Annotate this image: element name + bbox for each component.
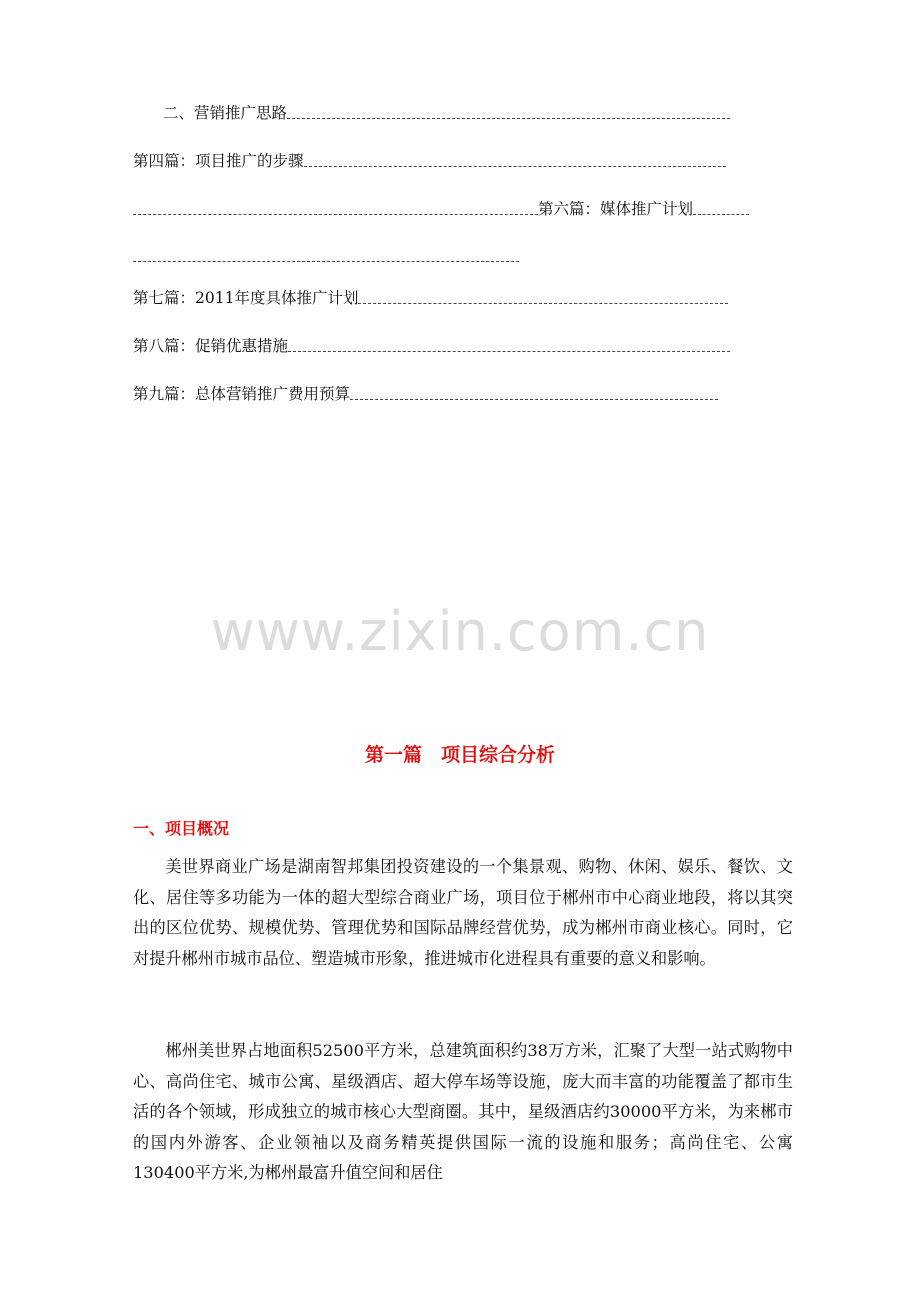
toc-leader-dots <box>693 204 749 215</box>
toc-item-label: 第六篇：媒体推广计划 <box>538 200 694 218</box>
watermark: www.zixin.com.cn <box>210 600 710 663</box>
toc-item-ch9[interactable] <box>133 384 718 404</box>
chapter-title: 第一篇 项目综合分析 <box>364 744 555 766</box>
body-paragraph: 郴州美世界占地面积52500平方米，总建筑面积约38万方米，汇聚了大型一站式购物中心、高尚住宅、城市公寓、星级酒店、超大停车场等设施，庞大而丰富的功能覆盖了都市生活的各个领域，形成独立的城市核心大型商圈。其中，星级酒店约30000平方米，为来郴市的国内外游客、企业领袖以及商务精英提供国际一流的设施和服务；高尚住宅、公寓130400平方米,为郴州最富升值空间和居住 <box>133 1041 793 1183</box>
toc-leader-dots <box>287 108 730 119</box>
toc-item-label: 第四篇：项目推广的步骤 <box>133 152 304 170</box>
toc-item-label: 第七篇：2011年度具体推广计划 <box>133 289 359 307</box>
toc-leader-dots <box>133 251 519 262</box>
toc-item-ch4[interactable] <box>133 151 726 171</box>
toc-item-label: 第九篇：总体营销推广费用预算 <box>133 385 351 403</box>
toc-item-label: 二、营销推广思路 <box>163 104 288 122</box>
toc-leader-dots <box>288 341 730 352</box>
toc-item-ch7[interactable] <box>133 288 728 308</box>
toc-leader-dots <box>358 293 728 304</box>
toc-leader-dots <box>350 389 718 400</box>
toc-item-label: 第八篇：促销优惠措施 <box>133 337 289 355</box>
toc-item-marketing-ideas[interactable] <box>163 103 730 123</box>
section-title: 一、项目概况 <box>133 819 230 838</box>
toc-leader-continuation <box>133 246 519 266</box>
toc-item-ch8[interactable] <box>133 336 730 356</box>
toc-item-ch6[interactable] <box>133 199 749 219</box>
toc-leader-dots <box>133 204 538 215</box>
toc-leader-dots <box>304 156 726 167</box>
body-paragraph: 美世界商业广场是湖南智邦集团投资建设的一个集景观、购物、休闲、娱乐、餐饮、文化、居住等多功能为一体的超大型综合商业广场，项目位于郴州市中心商业地段，将以其突出的区位优势、规模优势、管理优势和国际品牌经营优势，成为郴州市商业核心。同时，它对提升郴州市城市品位、塑造城市形象，推进城市化进程具有重要的意义和影响。 <box>133 857 793 968</box>
